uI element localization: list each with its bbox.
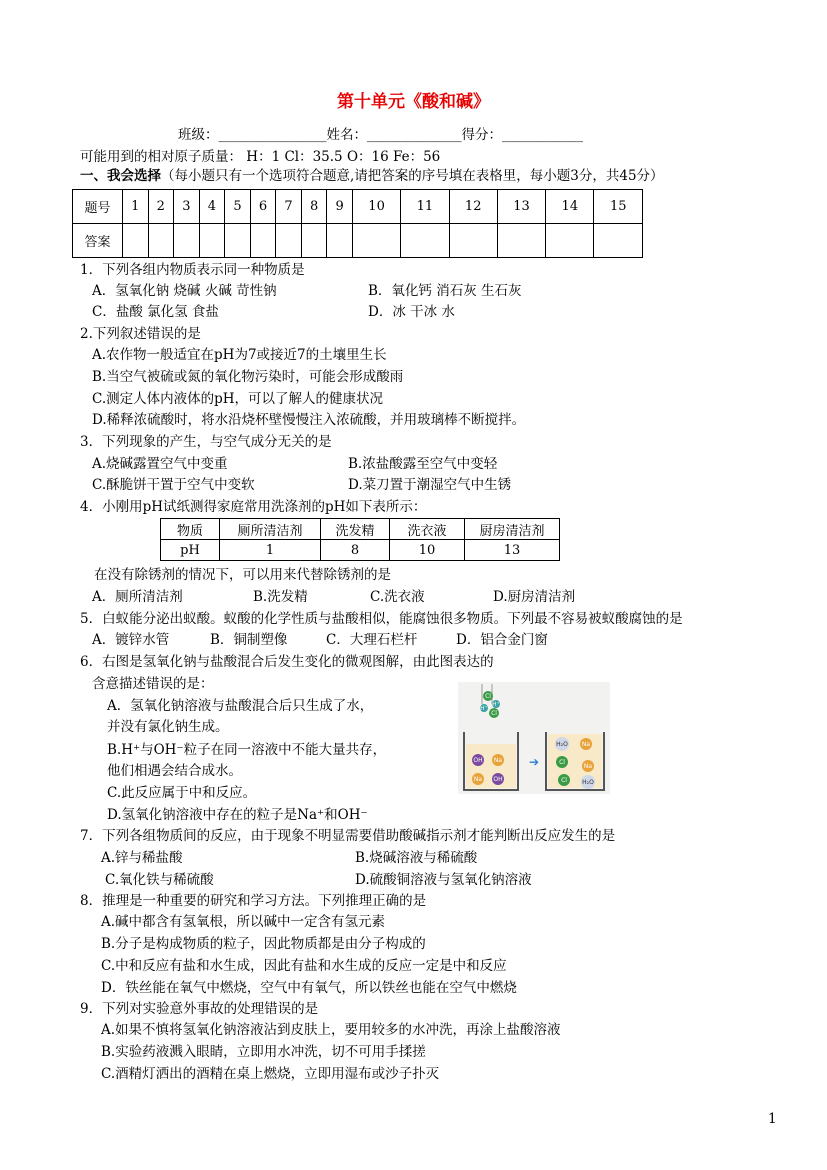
q3-option-c: C.酥脆饼干置于空气中变软	[92, 477, 255, 493]
table-header-cell: 洗发精	[321, 519, 390, 540]
question-number: 6	[250, 190, 276, 224]
q2-stem: 2.下列叙述错误的是	[80, 326, 201, 342]
table-row	[161, 540, 560, 561]
q9-option-b: B.实验药液溅入眼睛，立即用水冲洗，切不可用手揉搓	[101, 1044, 426, 1060]
page-title: 第十单元《酸和碱》	[337, 92, 490, 112]
ion-label: H₂O	[582, 779, 594, 786]
q1-option-d: D．冰 干冰 水	[368, 304, 455, 320]
q2-option-a: A.农作物一般适宜在pH为7或接近7的土壤里生长	[92, 347, 387, 363]
q4-option-d: D.厨房清洁剂	[493, 589, 576, 605]
q8-option-b: B.分子是构成物质的粒子，因此物质都是由分子构成的	[101, 936, 426, 952]
section-title: 一、我会选择	[80, 168, 161, 184]
reaction-diagram-svg	[458, 682, 610, 794]
ion-label: OH	[473, 757, 483, 764]
q4-stem: 4．小刚用pH试纸测得家庭常用洗涤剂的pH如下表所示：	[80, 499, 427, 515]
table-cell: 8	[321, 540, 390, 561]
answer-cell[interactable]	[327, 224, 353, 258]
q5-option-d: D．铝合金门窗	[456, 632, 548, 648]
answer-cell[interactable]	[497, 224, 545, 258]
answer-cell[interactable]	[174, 224, 200, 258]
ion-label: Na	[583, 763, 593, 770]
table-cell: 1	[220, 540, 321, 561]
ion-label: OH	[493, 776, 503, 783]
q1-stem: 1．下列各组内物质表示同一种物质是	[80, 262, 305, 278]
q4-option-a: A．厕所清洁剂	[92, 589, 183, 605]
answer-cell[interactable]	[449, 224, 497, 258]
table-row	[161, 519, 560, 540]
table-header-cell: 洗衣液	[390, 519, 465, 540]
q1-option-a: A．氢氧化钠 烧碱 火碱 苛性钠	[92, 283, 277, 299]
q6-option-d: D.氢氧化钠溶液中存在的粒子是Na⁺和OH⁻	[107, 807, 368, 823]
q5-option-c: C．大理石栏杆	[326, 632, 418, 648]
answer-cell[interactable]	[123, 224, 149, 258]
q2-option-d: D.稀释浓硫酸时，将水沿烧杯壁慢慢注入浓硫酸，并用玻璃棒不断搅拌。	[92, 412, 526, 428]
question-number: 14	[546, 190, 594, 224]
q6-option-a: A．氢氧化钠溶液与盐酸混合后只生成了水，	[107, 698, 374, 714]
answer-cell[interactable]	[250, 224, 276, 258]
question-number: 5	[225, 190, 251, 224]
question-number: 9	[327, 190, 353, 224]
q5-stem: 5．白蚁能分泌出蚁酸。蚁酸的化学性质与盐酸相似，能腐蚀很多物质。下列最不容易被蚁酸腐蚀的是	[80, 611, 683, 627]
answer-cell[interactable]	[546, 224, 594, 258]
table-row	[73, 190, 643, 224]
ion-label: Na	[473, 776, 483, 783]
q7-option-d: D.硫酸铜溶液与氢氧化钠溶液	[355, 872, 532, 888]
ion-label: Cl	[485, 693, 491, 700]
q8-option-d: D．铁丝能在氧气中燃烧，空气中有氧气，所以铁丝也能在空气中燃烧	[101, 980, 517, 996]
table-header-cell: 厨房清洁剂	[465, 519, 560, 540]
ion-label: Cl	[491, 710, 497, 717]
ion-label: Cl	[561, 777, 567, 784]
answer-table	[72, 189, 643, 258]
student-info-line: 班级：________________姓名：______________得分：____________	[178, 127, 583, 143]
q9-option-a: A.如果不慎将氢氧化钠溶液沾到皮肤上，要用较多的水冲洗，再涂上盐酸溶液	[101, 1022, 561, 1038]
q7-stem: 7．下列各组物质间的反应，由于现象不明显需要借助酸碱指示剂才能判断出反应发生的是	[80, 828, 616, 844]
page-number: 1	[768, 1111, 777, 1127]
q9-option-c: C.酒精灯洒出的酒精在桌上燃烧，立即用湿布或沙子扑灭	[101, 1066, 440, 1082]
q3-option-d: D.菜刀置于潮湿空气中生锈	[348, 477, 512, 493]
question-number: 15	[594, 190, 643, 224]
q5-option-a: A．镀锌水管	[92, 632, 170, 648]
question-number: 3	[174, 190, 200, 224]
ion-label: Cl	[559, 759, 565, 766]
answer-cell[interactable]	[225, 224, 251, 258]
row-label-number: 题号	[73, 190, 123, 224]
answer-cell[interactable]	[276, 224, 302, 258]
q4-follow: 在没有除锈剂的情况下，可以用来代替除锈剂的是	[94, 567, 391, 583]
ion-label: Na	[493, 757, 503, 764]
q1-option-c: C．盐酸 氯化氢 食盐	[92, 304, 219, 320]
table-cell: 10	[390, 540, 465, 561]
question-number: 4	[199, 190, 225, 224]
answer-cell[interactable]	[148, 224, 174, 258]
q2-option-b: B.当空气被硫或氮的氧化物污染时，可能会形成酸雨	[92, 369, 404, 385]
q6-option-a-cont: 并没有氯化钠生成。	[107, 719, 229, 735]
top-ions	[480, 691, 500, 718]
q6-option-b-cont: 他们相遇会结合成水。	[107, 763, 242, 779]
table-header-cell: 物质	[161, 519, 220, 540]
question-number: 13	[497, 190, 545, 224]
ph-table	[160, 518, 560, 561]
answer-cell[interactable]	[401, 224, 449, 258]
row-label-answer: 答案	[73, 224, 123, 258]
table-cell: 13	[465, 540, 560, 561]
q9-stem: 9．下列对实验意外事故的处理错误的是	[80, 1001, 319, 1017]
q6-option-b: B.H⁺与OH⁻粒子在同一溶液中不能大量共存，	[107, 742, 387, 758]
question-number: 1	[123, 190, 149, 224]
q5-option-b: B．铜制塑像	[210, 632, 288, 648]
q6-stem-cont: 含意描述错误的是：	[92, 676, 214, 692]
q8-option-a: A.碱中都含有氢氧根，所以碱中一定含有氢元素	[101, 914, 386, 930]
q3-stem: 3．下列现象的产生，与空气成分无关的是	[80, 434, 332, 450]
q4-option-b: B.洗发精	[253, 589, 308, 605]
answer-cell[interactable]	[594, 224, 643, 258]
ion-label: Na	[581, 741, 591, 748]
q6-stem: 6．右图是氢氧化钠与盐酸混合后发生变化的微观图解，由此图表达的	[80, 654, 494, 670]
question-number: 2	[148, 190, 174, 224]
atomic-masses: 可能用到的相对原子质量： H：1 Cl：35.5 O：16 Fe：56	[80, 149, 441, 165]
q3-option-a: A.烧碱露置空气中变重	[92, 456, 228, 472]
q8-option-c: C.中和反应有盐和水生成，因此有盐和水生成的反应一定是中和反应	[101, 958, 507, 974]
question-number: 12	[449, 190, 497, 224]
q4-option-c: C.洗衣液	[370, 589, 425, 605]
ion-label: H⁺	[492, 701, 500, 708]
table-cell: pH	[161, 540, 220, 561]
q6-option-c: C.此反应属于中和反应。	[107, 785, 257, 801]
ion-label: H₂O	[556, 741, 568, 748]
question-number: 8	[301, 190, 327, 224]
question-number: 7	[276, 190, 302, 224]
q1-option-b: B．氧化钙 消石灰 生石灰	[368, 283, 522, 299]
arrow-icon: ➔	[528, 755, 540, 769]
question-number: 10	[352, 190, 400, 224]
table-header-cell: 厕所清洁剂	[220, 519, 321, 540]
question-number: 11	[401, 190, 449, 224]
q2-option-c: C.测定人体内液体的pH，可以了解人的健康状况	[92, 391, 384, 407]
q7-option-c: C.氧化铁与稀硫酸	[105, 872, 214, 888]
answer-cell[interactable]	[199, 224, 225, 258]
q8-stem: 8．推理是一种重要的研究和学习方法。下列推理正确的是	[80, 893, 427, 909]
section-note: （每小题只有一个选项符合题意,请把答案的序号填在表格里，每小题3分，共45分）	[161, 168, 664, 184]
answer-cell[interactable]	[301, 224, 327, 258]
ion-label: H⁺	[480, 705, 488, 712]
table-row	[73, 224, 643, 258]
reaction-diagram	[458, 682, 610, 794]
section-heading	[80, 166, 664, 186]
q7-option-a: A.锌与稀盐酸	[101, 850, 183, 866]
q3-option-b: B.浓盐酸露至空气中变轻	[348, 456, 498, 472]
answer-cell[interactable]	[352, 224, 400, 258]
q7-option-b: B.烧碱溶液与稀硫酸	[355, 850, 478, 866]
